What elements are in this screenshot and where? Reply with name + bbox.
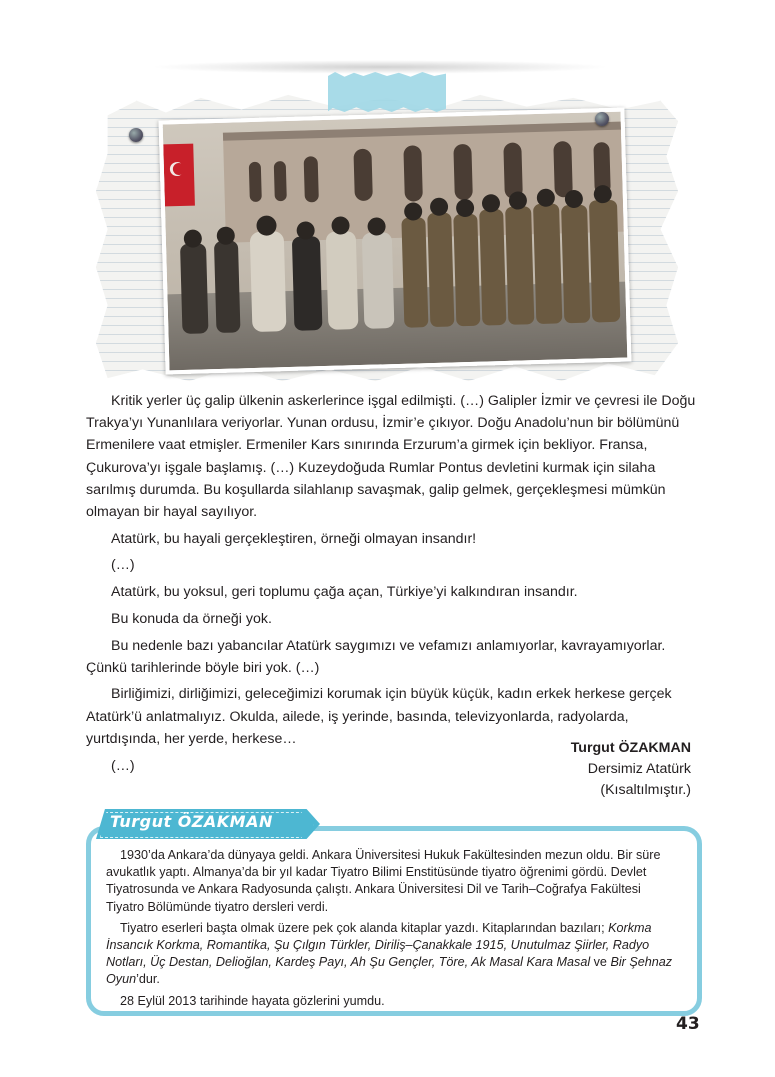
passage-paragraph: Birliğimizi, dirliğimizi, geleceğimizi korumak için büyük küçük, kadın erkek herkese gerçek Atatürk’ü anlatmalıyız. Okulda, ailede, iş yerinde, basında, televizyonlarda, radyolarda, yurtdışında, her yerde, herkese… [86, 686, 672, 747]
historical-photo [159, 108, 632, 375]
passage-paragraph: Bu nedenle bazı yabancılar Atatürk saygımızı ve vefamızı anlamıyorlar, kavrayamıyorlar. Çünkü tarihlerinde böyle biri yok. (…) [86, 637, 666, 676]
page-top-shadow [150, 60, 610, 74]
passage-paragraph: (…) [111, 557, 135, 574]
bio-books-intro: Tiyatro eserleri başta olmak üzere pek çok alanda kitaplar yazdı. Kitaplarından bazıları; [120, 920, 609, 935]
bio-books-list: Korkma İnsancık Korkma, Romantika, Şu Çılgın Türkler, Diriliş–Çanakkale 1915, Unutulmaz Şiirler, Radyo Notları, Üç Destan, Delioğlan, Kardeş Payı, Ah Şu Gençler, Töre, Ak Masal Kara Masal [106, 920, 652, 970]
page-number: 43 [676, 1014, 700, 1034]
bio-paragraph: 28 Eylül 2013 tarihinde hayata gözlerini yumdu. [120, 993, 385, 1008]
bio-paragraph: 1930’da Ankara’da dünyaya geldi. Ankara Üniversitesi Hukuk Fakültesinden mezun oldu. Bir süre avukatlık yaptı. Almanya’da bir yıl kadar Tiyatro Bilimi Enstitüsünde tiyatro öğrenimi gördü. Devlet Tiyatrosunda ve Ankara Radyosunda çalıştı. Ankara Üniversitesi Dil ve Tarih–Coğrafya Fakültesi Tiyatro Bölümünde tiyatro dersleri verdi. [106, 848, 661, 914]
bio-text [106, 847, 678, 1014]
bio-paragraph-books [106, 920, 678, 989]
bio-books-suffix: ’dur. [136, 972, 160, 987]
historical-photo-illustration [163, 112, 628, 371]
signature-work: Dersimiz Atatürk [587, 761, 691, 777]
passage-paragraph: Atatürk, bu hayali gerçekleştiren, örneği olmayan insandır! [111, 530, 477, 547]
source-signature [571, 738, 691, 801]
bio-books-last: Bir Şehnaz Oyun [106, 955, 673, 987]
pin-icon [129, 128, 143, 142]
passage-paragraph: (…) [111, 757, 135, 774]
passage-paragraph: Atatürk, bu yoksul, geri toplumu çağa açan, Türkiye’yi kalkındıran insandır. [111, 584, 578, 601]
bio-title: Turgut ÖZAKMAN [110, 812, 273, 831]
tape-strip [328, 72, 446, 112]
passage [86, 390, 696, 781]
signature-author: Turgut ÖZAKMAN [570, 740, 691, 756]
pin-icon [595, 112, 609, 126]
bio-books-and: ve [590, 955, 611, 970]
signature-note: (Kısaltılmıştır.) [600, 782, 691, 798]
passage-paragraph: Kritik yerler üç galip ülkenin askerlerince işgal edilmişti. (…) Galipler İzmir ve çevresi ile Doğu Trakya’yı Yunanlılara veriyorlar. Yunan ordusu, İzmir’e çıkıyor. Doğu Anadolu’nun bir bölümünü Ermenilere vaat etmişler. Ermeniler Kars sınırında Erzurum’a girmek için bekliyor. Fransa, Çukurova’yı işgale başlamış. (…) Kuzeydoğuda Rumlar Pontus devletini kurmak için silaha sarılmış durumda. Bu koşullarda silahlanıp savaşmak, galip gelmek, gerçekleşmesi mümkün olmayan bir hayal sayılıyor. [86, 393, 696, 521]
passage-paragraph: Bu konuda da örneği yok. [111, 610, 272, 627]
